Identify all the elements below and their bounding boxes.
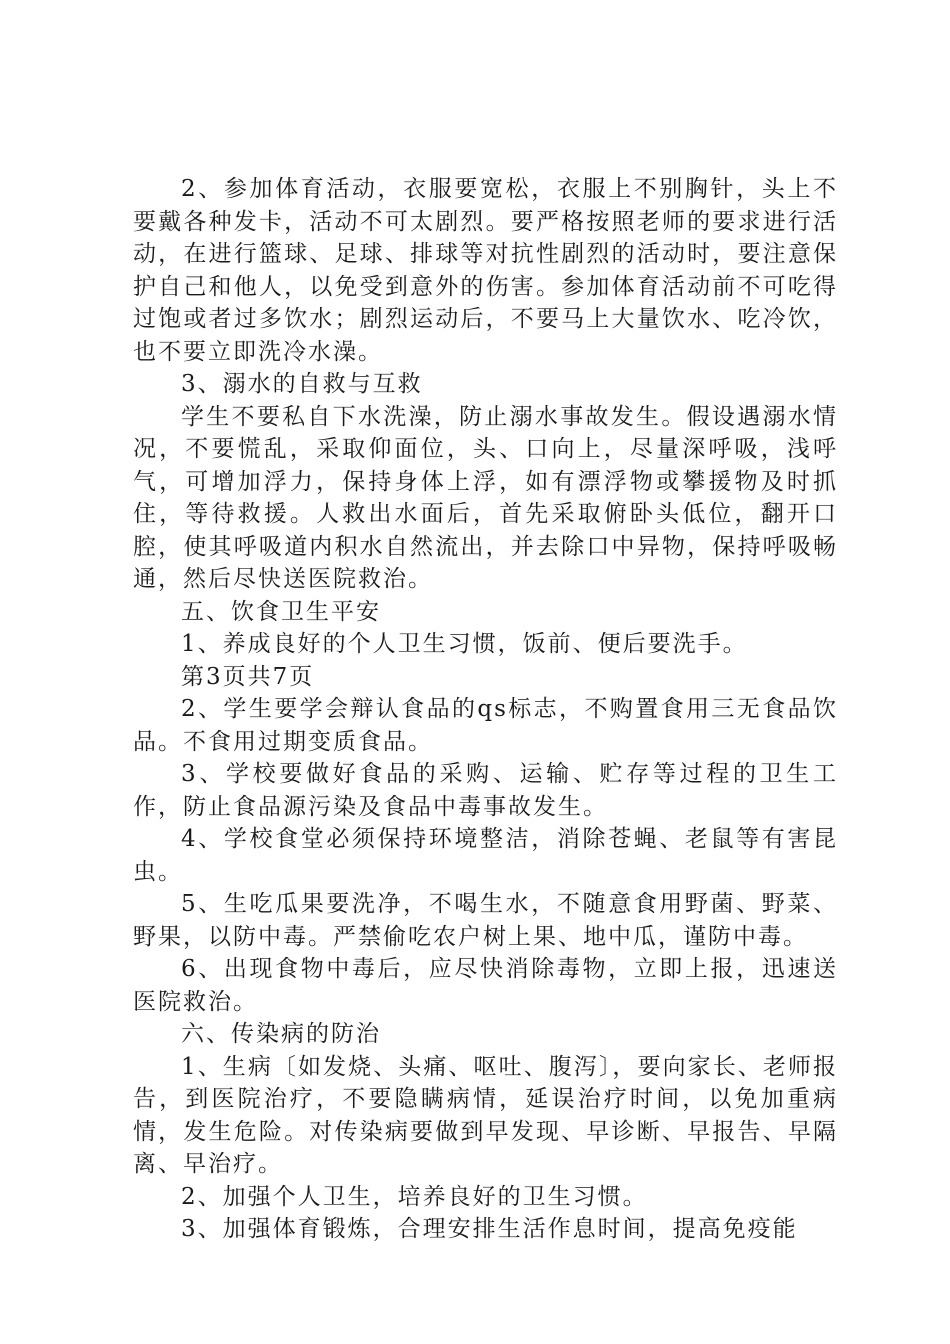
paragraph-disease-2: 2、加强个人卫生，培养良好的卫生习惯。 [181, 1183, 648, 1210]
heading-food-safety: 五、饮食卫生平安 [181, 598, 381, 625]
paragraph-disease-1: 1、生病〔如发烧、头痛、呕吐、腹泻〕，要向家长、老师报告，到医院治疗，不要隐瞒病情，延误治疗时间，以免加重病情，发生危险。对传染病要做到早发现、早诊断、早报告、早隔离、早治疗。 [133, 1053, 838, 1177]
paragraph-drowning: 学生不要私自下水洗澡，防止溺水事故发生。假设遇溺水情况，不要慌乱，采取仰面位，头、口向上，尽量深呼吸，浅呼气，可增加浮力，保持身体上浮，如有漂浮物或攀援物及时抓住，等待救援。人救出水面后，首先采取俯卧头低位，翻开口腔，使其呼吸道内积水自然流出，并去除口中异物，保持呼吸畅通，然后尽快送医院救治。 [133, 403, 838, 592]
paragraph-disease-3: 3、加强体育锻炼，合理安排生活作息时间，提高免疫能 [181, 1216, 798, 1242]
document-body [133, 173, 838, 1246]
paragraph-food-5: 5、生吃瓜果要洗净，不喝生水，不随意食用野菌、野菜、野果，以防中毒。严禁偷吃农户树上果、地中瓜，谨防中毒。 [133, 891, 838, 950]
paragraph-food-1: 1、养成良好的个人卫生习惯，饭前、便后要洗手。 [181, 631, 748, 657]
paragraph-sports-activity: 2、参加体育活动，衣服要宽松，衣服上不别胸针，头上不要戴各种发卡，活动不可太剧烈。要严格按照老师的要求进行活动，在进行篮球、足球、排球等对抗性剧烈的活动时，要注意保护自己和他人，以免受到意外的伤害。参加体育活动前不可吃得过饱或者过多饮水；剧烈运动后，不要马上大量饮水、吃冷饮，也不要立即洗冷水澡。 [133, 176, 838, 365]
paragraph-food-4: 4、学校食堂必须保持环境整洁，消除苍蝇、老鼠等有害昆虫。 [133, 826, 838, 885]
heading-drowning-rescue: 3、溺水的自救与互救 [181, 371, 423, 397]
paragraph-food-6: 6、出现食物中毒后，应尽快消除毒物，立即上报，迅速送医院救治。 [133, 956, 838, 1015]
page-number: 第3页共7页 [181, 663, 315, 690]
paragraph-food-2: 2、学生要学会辩认食品的qs标志，不购置食用三无食品饮品。不食用过期变质食品。 [133, 696, 838, 755]
heading-infectious-disease: 六、传染病的防治 [181, 1021, 381, 1047]
paragraph-food-3: 3、学校要做好食品的采购、运输、贮存等过程的卫生工作，防止食品源污染及食品中毒事故发生。 [133, 761, 838, 820]
